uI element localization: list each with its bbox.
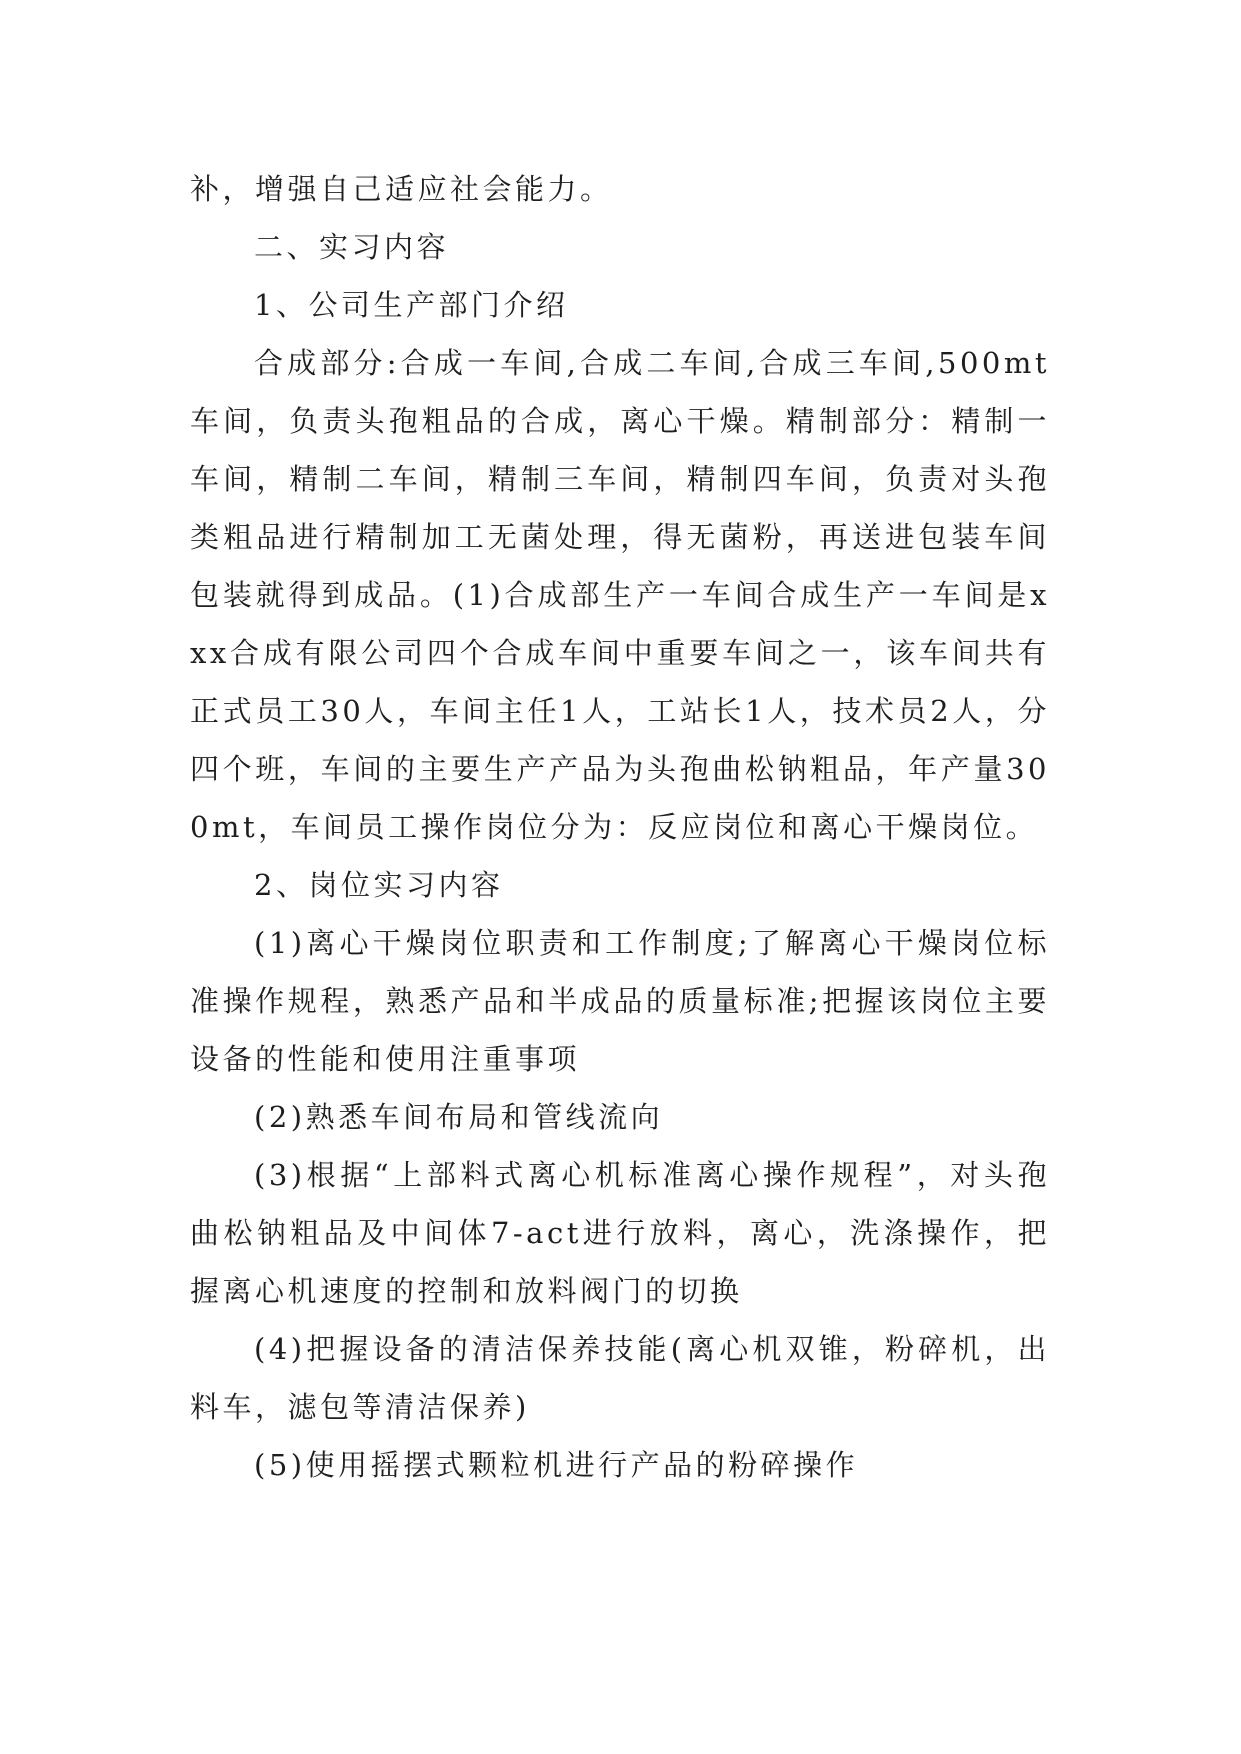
section-heading-internship-content: 二、实习内容 [254, 230, 450, 264]
subheading-position-content: 2、岗位实习内容 [254, 868, 504, 902]
list-item-4: (4)把握设备的清洁保养技能(离心机双锥，粉碎机，出料车，滤包等清洁保养) [190, 1332, 1050, 1424]
list-item-2: (2)熟悉车间布局和管线流向 [254, 1100, 664, 1134]
list-item-3: (3)根据“上部料式离心机标准离心操作规程”，对头孢曲松钠粗品及中间体7-act进行放料，离心，洗涤操作，把握离心机速度的控制和放料阀门的切换 [190, 1158, 1050, 1308]
list-item-5: (5)使用摇摆式颗粒机进行产品的粉碎操作 [254, 1448, 859, 1482]
paragraph-department-description: 合成部分:合成一车间,合成二车间,合成三车间,500mt车间，负责头孢粗品的合成，离心干燥。精制部分：精制一车间，精制二车间，精制三车间，精制四车间，负责对头孢类粗品进行精制加工无菌处理，得无菌粉，再送进包装车间包装就得到成品。(1)合成部生产一车间合成生产一车间是xxx合成有限公司四个合成车间中重要车间之一，该车间共有正式员工30人，车间主任1人，工站长1人，技术员2人，分四个班，车间的主要生产产品为头孢曲松钠粗品，年产量300mt，车间员工操作岗位分为：反应岗位和离心干燥岗位。 [190, 346, 1050, 844]
list-item-1: (1)离心干燥岗位职责和工作制度;了解离心干燥岗位标准操作规程，熟悉产品和半成品的质量标准;把握该岗位主要设备的性能和使用注重事项 [190, 926, 1050, 1076]
document-body [190, 160, 1050, 1494]
subheading-production-departments: 1、公司生产部门介绍 [254, 288, 569, 322]
paragraph-continuation: 补，增强自己适应社会能力。 [190, 172, 613, 206]
